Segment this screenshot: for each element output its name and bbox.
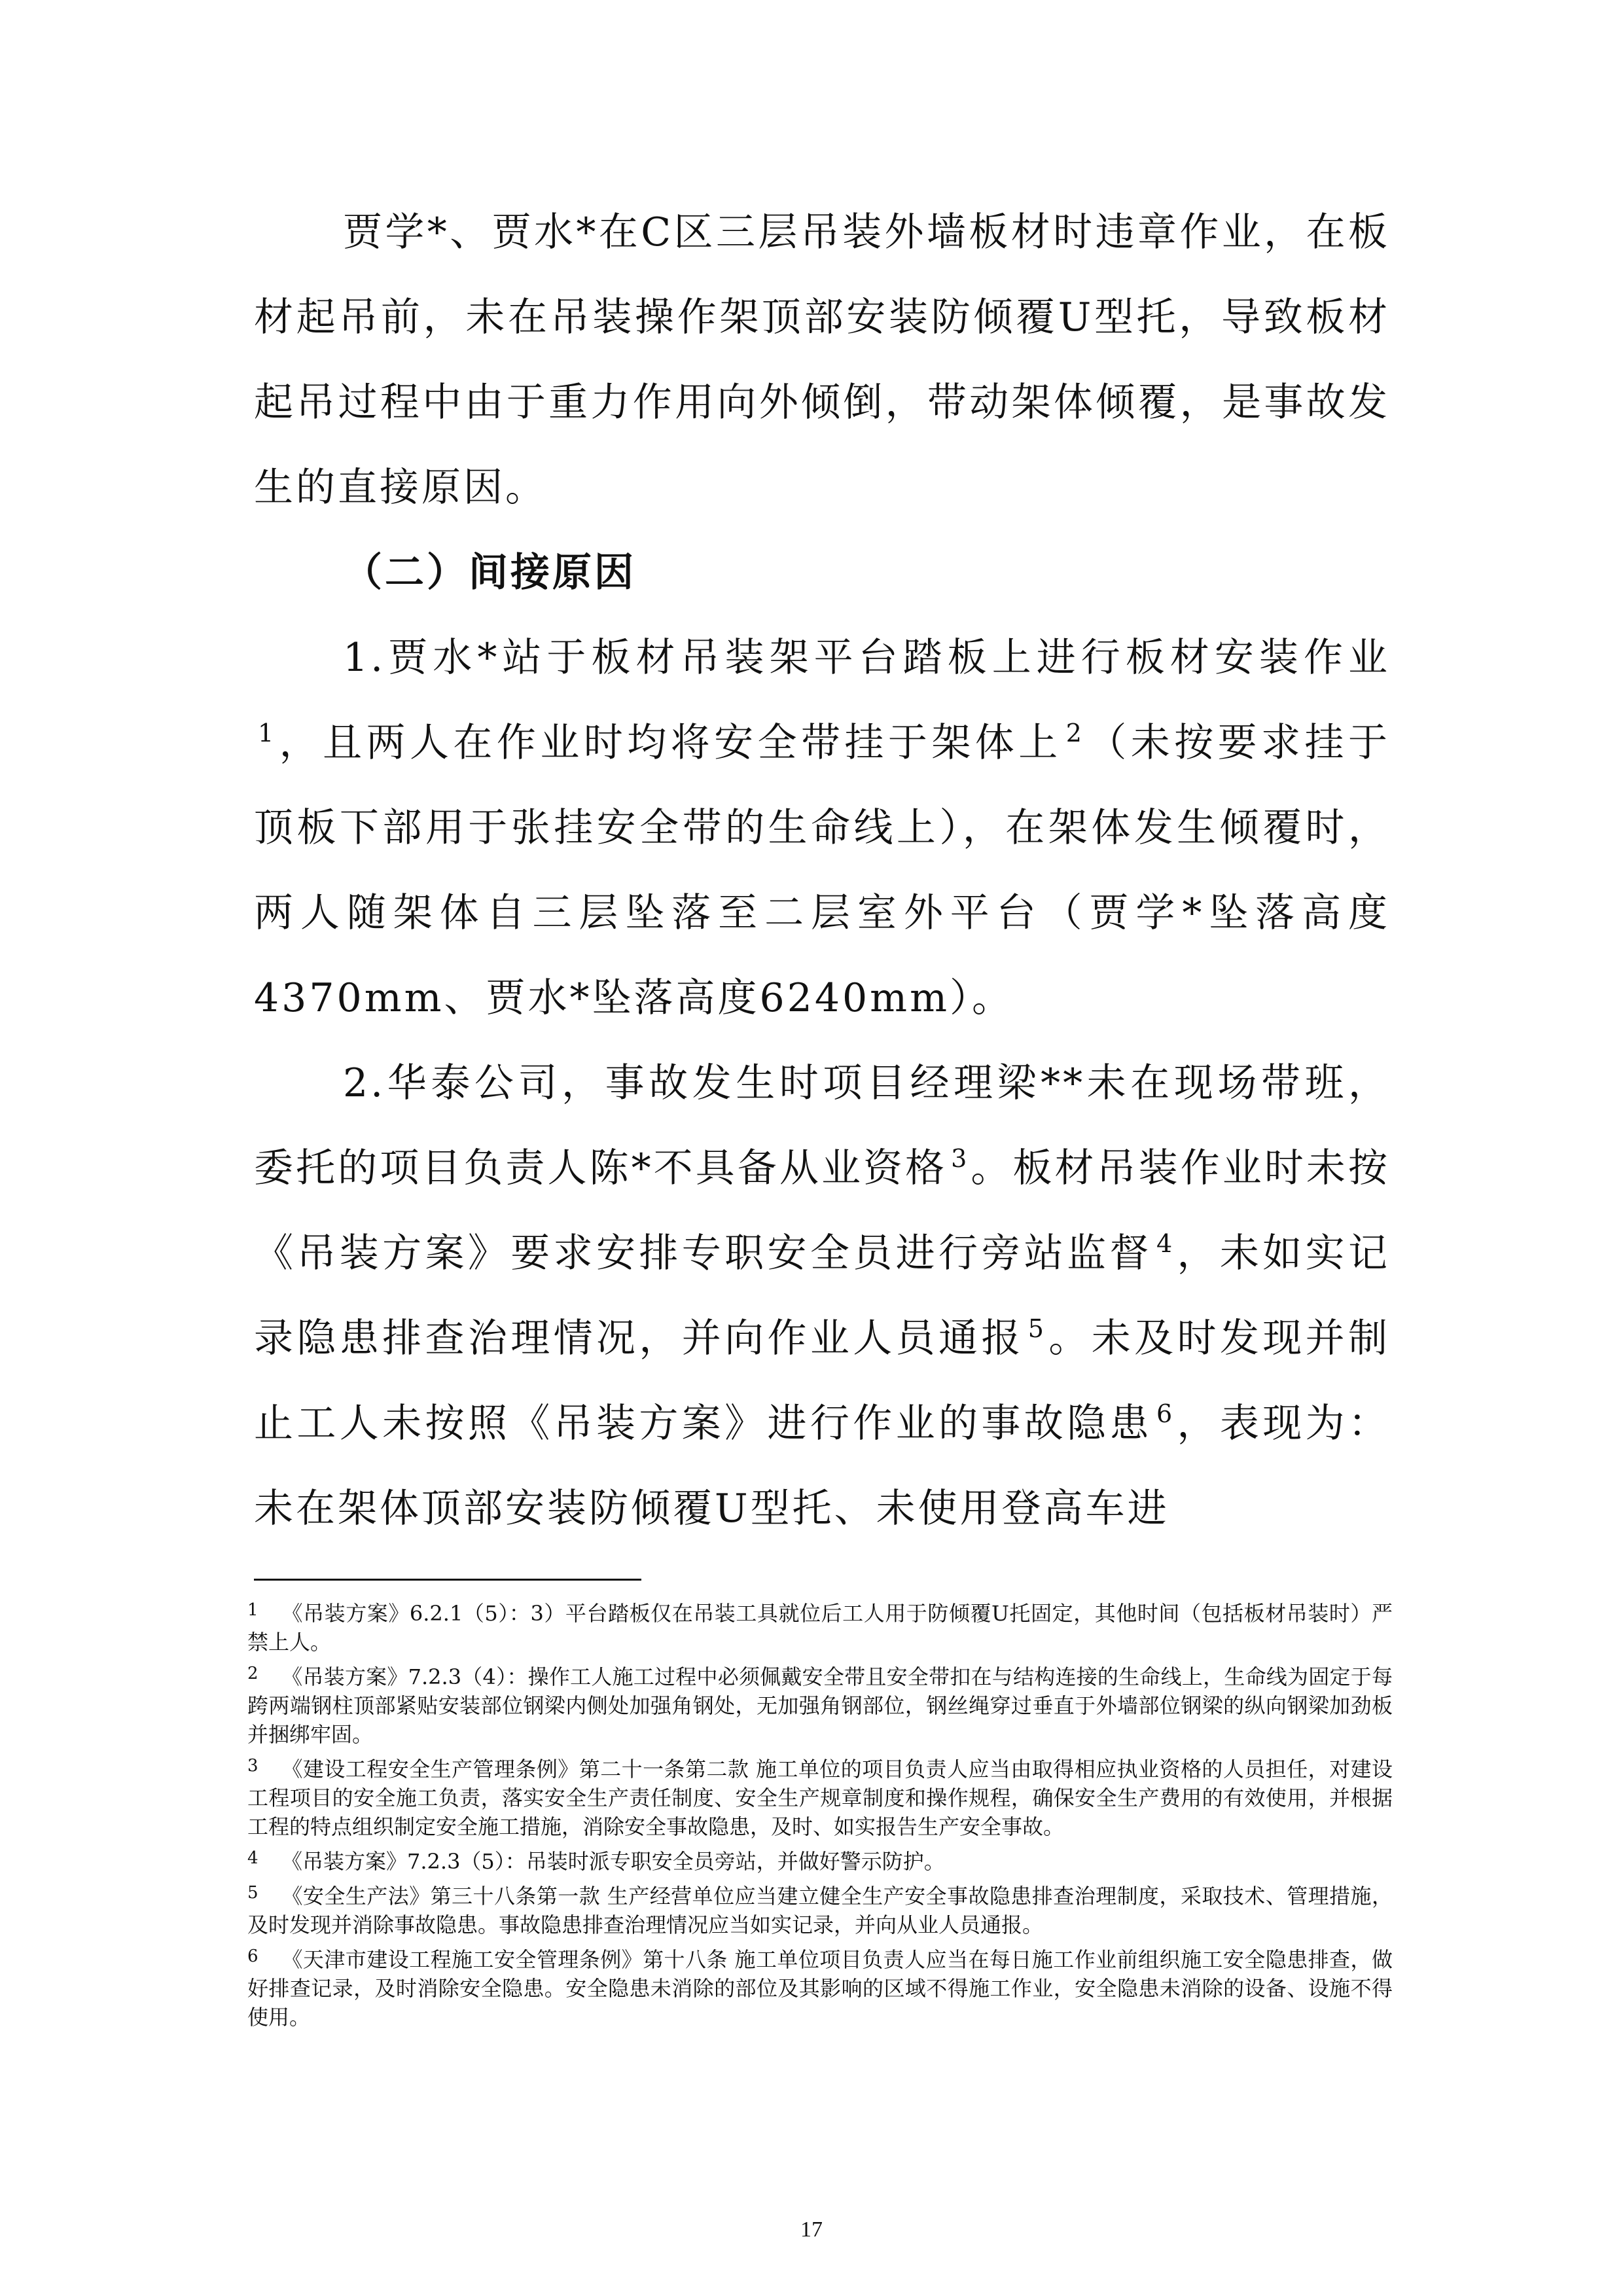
footnote-text: 《吊装方案》6.2.1（5）：3）平台踏板仅在吊装工具就位后工人用于防倾覆U托固定，其他时间（包括板材吊装时）严禁上人。 [247,1601,1393,1655]
footnote-ref-5: 5 [1027,1314,1044,1343]
footnote-6 [247,1942,1393,2032]
footnote-1 [247,1596,1393,1657]
footnote-ref-3: 3 [951,1144,967,1173]
footnote-5 [247,1878,1393,1939]
footnote-number: 1 [247,1600,259,1620]
paragraph-text: 贾学*、贾水*在C区三层吊装外墙板材时违章作业，在板材起吊前，未在吊装操作架顶部安装防倾覆U型托，导致板材起吊过程中由于重力作用向外倾倒，带动架体倾覆，是事故发生的直接原因。 [254,209,1390,511]
paragraph-text: 2.华泰公司，事故发生时项目经理梁**未在现场带班，委托的项目负责人陈*不具备从业资格 [254,1060,1390,1191]
footnote-text: 《建设工程安全生产管理条例》第二十一条第二款 施工单位的项目负责人应当由取得相应执业资格的人员担任，对建设工程项目的安全施工负责，落实安全生产责任制度、安全生产规章制度和操作规程，确保安全生产费用的有效使用，并根据工程的特点组织制定安全施工措施，消除安全事故隐患，及时、如实报告生产安全事故。 [247,1757,1393,1839]
footnote-separator [254,1579,641,1581]
footnote-number: 6 [247,1946,259,1966]
heading-text: （二）间接原因 [343,550,636,596]
section-heading-indirect-cause [254,530,1390,615]
footnote-text: 《吊装方案》7.2.3（5）：吊装时派专职安全员旁站，并做好警示防护。 [281,1849,945,1874]
footnote-number: 3 [247,1756,259,1776]
paragraph-direct-cause [254,190,1390,530]
paragraph-text: ，且两人在作业时均将安全带挂于架体上 [277,720,1062,766]
footnotes [247,1596,1393,2034]
page-number: 17 [800,2217,823,2242]
footnote-text: 《天津市建设工程施工安全管理条例》第十八条 施工单位项目负责人应当在每日施工作业前组织施工安全隐患排查，做好排查记录，及时消除安全隐患。安全隐患未消除的部位及其影响的区域不得施工作业，安全隐患未消除的设备、设施不得使用。 [247,1947,1393,2030]
footnote-number: 2 [247,1664,259,1683]
footnote-3 [247,1751,1393,1841]
footnote-text: 《安全生产法》第三十八条第一款 生产经营单位应当建立健全生产安全事故隐患排查治理制度，采取技术、管理措施，及时发现并消除事故隐患。事故隐患排查治理情况应当如实记录，并向从业人员通报。 [247,1884,1393,1937]
footnote-number: 4 [247,1848,259,1868]
footnote-text: 《吊装方案》7.2.3（4）：操作工人施工过程中必须佩戴安全带且安全带扣在与结构连接的生命线上，生命线为固定于每跨两端钢柱顶部紧贴安装部位钢梁内侧处加强角钢处，无加强角钢部位，钢丝绳穿过垂直于外墙部位钢梁的纵向钢梁加劲板并捆绑牢固。 [247,1664,1393,1747]
paragraph-text: ，表现为：未在架体顶部安装防倾覆U型托、未使用登高车进 [254,1401,1391,1532]
footnote-ref-2: 2 [1065,719,1082,747]
footnote-ref-4: 4 [1156,1229,1173,1258]
paragraph-indirect-cause-2 [254,1041,1390,1551]
paragraph-text: 1.贾水*站于板材吊装架平台踏板上进行板材安装作业 [343,635,1390,681]
paragraph-text: 。板材吊装作业时未按《吊装方案》要求安排专职安全员进行旁站监督 [254,1145,1390,1276]
footnote-2 [247,1659,1393,1749]
main-body [254,190,1390,1551]
paragraph-text: ，未如实记录隐患排查治理情况，并向作业人员通报 [254,1230,1391,1361]
paragraph-text: 。未及时发现并制止工人未按照《吊装方案》进行作业的事故隐患 [254,1316,1391,1446]
footnote-4 [247,1844,1393,1876]
footnote-ref-1: 1 [258,719,274,747]
footnote-number: 5 [247,1883,259,1903]
paragraph-indirect-cause-1 [254,615,1390,1041]
paragraph-text: （未按要求挂于顶板下部用于张挂安全带的生命线上），在架体发生倾覆时，两人随架体自三层坠落至二层室外平台（贾学*坠落高度4370mm、贾水*坠落高度6240mm）。 [254,720,1391,1021]
footnote-ref-6: 6 [1156,1399,1173,1428]
